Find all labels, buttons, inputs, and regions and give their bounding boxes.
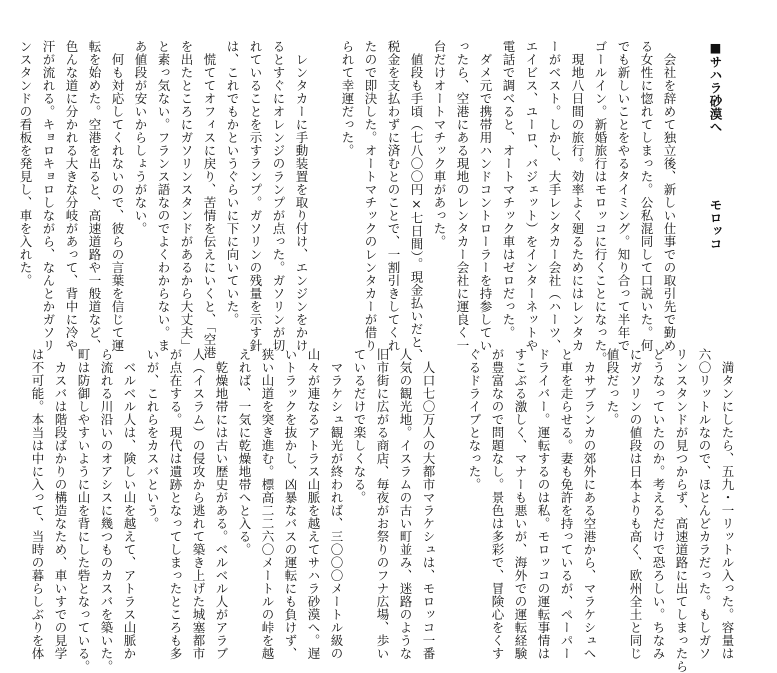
top-line-11: ったら、空港にある現地のレンタカー会社に運良く一 [455,40,470,352]
bottom-line-17: マラケシュ観光が終われば、三〇〇〇メートル級の [329,348,344,660]
top-text-block [14,40,727,365]
top-line-5: ゴールイン。新婚旅行はモロッコに行くことになった。 [593,40,608,365]
top-line-29: 汗が流れる。キョロキョロしながら、なんとかガソリ [41,40,56,352]
bottom-line-9: すこぶる激しく、マナーも悪いが、海外での運転経験 [513,348,528,660]
top-line-16: られて幸運だった。 [340,40,355,157]
top-line-18: レンタカーに手動装置を取り付け、エンジンをかけ [294,40,309,352]
top-line-8: エイビス、ユーロ、バジェット）をインターネットや [524,40,539,352]
bottom-line-23: 人（イスラム）の侵攻から逃れて築き上げた城塞都市 [191,348,206,660]
top-line-22: 慌ててオフィスに戻り、苦情を伝えにいくと、「空港 [202,40,217,359]
top-line-27: 転を始めた。空港を出ると、高速道路や一般道など、 [87,40,102,352]
top-line-23: を出たところにガソリンスタンドがあるから大丈夫」 [179,40,194,352]
bottom-line-6: カサブランカの郊外にある空港から、マラケシュへ [582,348,597,660]
top-line-19: るとすぐにオレンジのランプが点った。ガソリンが切 [271,40,286,352]
top-line-14: 税金を支払わずに済むとのことで、一割引きしてくれ [386,40,401,352]
bottom-line-26: ベルベル人は、険しい山を越えて、アトラス山脈か [122,348,137,660]
bottom-line-14: 人気の観光地。イスラムの古い町並み、迷路のような [398,348,413,660]
bottom-line-25: いが、これらをカスバという。 [145,348,160,530]
bottom-line-4: にガソリンの値段は日本よりも高く、欧州全土と同じ [628,348,643,660]
top-line-28: 色んな道に分かれる大きな分岐があって、背中に冷や [64,40,79,352]
bottom-line-19: いトラックを抜かし、凶暴なバスの運転にも負けず、 [283,348,298,660]
bottom-line-12 [440,348,463,618]
bottom-line-20: 狭い山道を突き進む。標高二二六〇メートルの峠を越 [260,348,275,660]
top-line-12: 台だけオートマチック車があった。 [432,40,447,248]
bottom-line-29: カスバは階段ばかりの構造なため、車いすでの見学 [53,348,68,660]
bottom-line-10: が豊富なので問題なし。景色は多彩で、冒険心をくす [490,348,505,660]
bottom-line-28: 町は防御しやすいように山を背にした砦となっている。 [76,348,91,673]
bottom-line-5: 値段だった。 [605,348,620,426]
bottom-line-8: ドライバー。運転するのは私。モロッコの運転事情は [536,348,551,660]
top-line-3: る女性に惚れてしまった。公私混同して口説いた。何 [639,40,654,352]
bottom-line-27: ら流れる川沿いのオアシスに幾つものカスバを築いた。 [99,348,114,673]
bottom-line-16: ているだけで楽しくなる。 [352,348,367,504]
bottom-line-2: リンスタンドが見つからず、高速道路に出てしまったら [674,348,689,673]
top-line-2: 会社を辞めて独立後、新しい仕事での取引先で勤め [662,40,677,352]
top-line-7: ーがベスト。しかし、大手レンタカー会社（ハーツ、 [547,40,562,352]
bottom-line-30: は不可能。本当は中に入って、当時の暮らしぶりを体 [30,348,45,660]
top-line-0: ■サハラ砂漠へ モロッコ [708,40,723,251]
bottom-line-13: 人口七〇万人の大都市マラケシュは、モロッコ一番 [421,348,436,660]
top-line-9: 電話で調べると、オートマチック車はゼロだった。 [501,40,516,339]
top-line-4: でも新しいことをやるタイミング。知り合って半年で [616,40,631,352]
bottom-line-18: 山々が連なるアトラス山脈を越えてサハラ砂漠へ。遅 [306,348,321,660]
top-line-15: たので即決した。オートマチックのレンタカーが借り [363,40,378,352]
top-line-17 [313,40,336,310]
bottom-line-7: と車を走らせる。妻も免許を持っているが、ペーパー [559,348,574,660]
top-line-20: れていることを示すランプ。ガソリンの残量を示す針 [248,40,263,352]
bottom-line-24: が点在する。現代は遺跡となってしまったところも多 [168,348,183,660]
top-line-6: 現地八日間の旅行。効率よく廻るためにはレンタカ [570,40,585,352]
top-line-10: ダメ元で携帯用ハンドコントローラーを持参してい [478,40,493,352]
top-line-13: 値段も手頃（七八〇〇円×七日間）。現金払いだと、 [409,40,424,362]
top-line-25: あ値段が安いからしょうがない。 [133,40,148,235]
top-line-1 [681,40,704,310]
bottom-line-21: えれば、一気に乾燥地帯へと入る。 [237,348,252,556]
bottom-line-3: どうなっていたのか。考えるだけで恐ろしい。ちなみ [651,348,666,660]
bottom-text-block [26,348,739,673]
bottom-line-11: ぐるドライブとなった。 [467,348,482,491]
bottom-line-0: 満タンにしたら、五九・一リットル入った。容量は [720,348,735,660]
bottom-line-22: 乾燥地帯には古い歴史がある。ベルベル人がアラブ [214,348,229,660]
top-line-24: と素っ気ない。フランス語なのでよくわからない。ま [156,40,171,352]
bottom-line-1: 六〇リットルなので、ほとんどカラだった。もしガソ [697,348,712,660]
top-line-26: 何も対応してくれないので、彼らの言葉を信じて運 [110,40,125,352]
top-line-21: は、これでもかというぐらいに下に向いていた。 [225,40,240,326]
top-line-30: ンスタンドの看板を発見し、車を入れた。 [18,40,33,287]
bottom-line-15: 旧市街に広がる商店、毎夜がお祭りのフナ広場、歩い [375,348,390,660]
